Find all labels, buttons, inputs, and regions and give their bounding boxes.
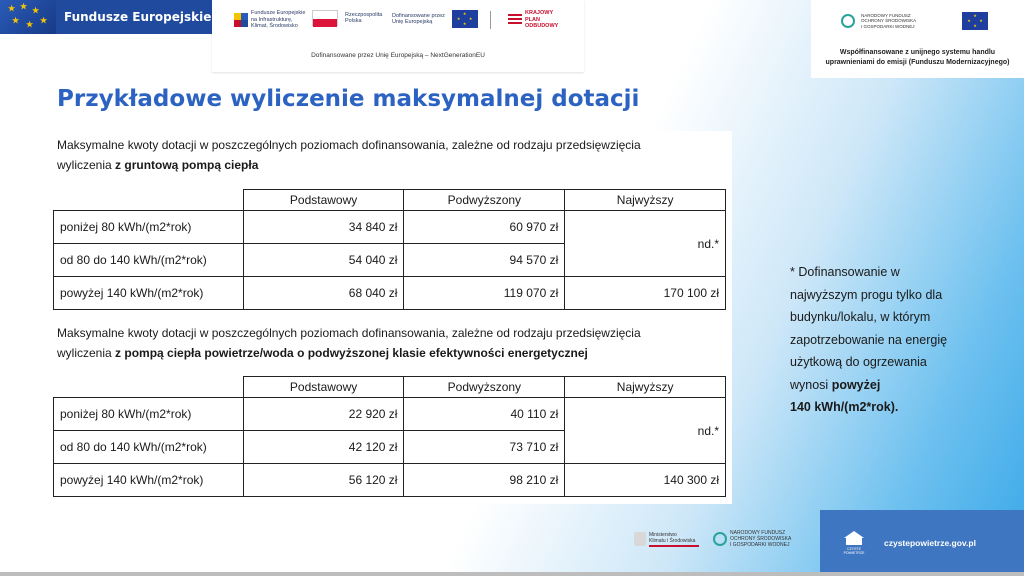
nfosigw-logo-icon <box>713 532 727 546</box>
funding-logo-bar <box>212 0 584 72</box>
value-najwyzszy-nd: nd.* <box>565 398 726 464</box>
czyste-powietrze-logo <box>842 531 866 555</box>
footnote-line <box>790 374 965 397</box>
eu-text-2: Unię Europejską <box>392 19 433 25</box>
value-podstawowy: 56 120 zł <box>243 464 404 497</box>
footnote-line: zapotrzebowanie na energię <box>790 332 948 347</box>
nfosigw-footer-logo <box>713 530 791 548</box>
section1-intro <box>57 135 717 175</box>
nf-footer-text-1: NARODOWY FUNDUSZ <box>730 530 786 536</box>
eu-flag-icon: ★ ★ ★ ★ <box>452 10 478 28</box>
house-icon <box>842 531 866 547</box>
footnote-line: * Dofinansowanie w <box>790 265 900 279</box>
table-header-row <box>54 190 726 211</box>
fe-infra-text-1: Fundusze Europejskie <box>251 10 306 16</box>
header-najwyzszy: Najwyższy <box>565 190 726 211</box>
ministry-text-2: Klimatu i Środowiska <box>649 537 696 544</box>
value-podstawowy: 68 040 zł <box>243 277 404 310</box>
nf-text-2: OCHRONY ŚRODOWISKA <box>861 18 917 24</box>
footnote <box>790 261 965 419</box>
kpo-text-2: PLAN <box>525 16 540 23</box>
rp-text-2: Polska <box>345 18 362 24</box>
section1-intro-prefix: wyliczenia <box>57 158 116 172</box>
value-podstawowy: 22 920 zł <box>243 398 404 431</box>
table-row <box>54 211 726 244</box>
ministry-text-1: Ministerstwo <box>649 531 677 538</box>
nf-caption-line-2: uprawnieniami do emisji (Funduszu Modernizacyjnego) <box>825 59 1010 66</box>
row-label: od 80 do 140 kWh/(m2*rok) <box>54 244 244 277</box>
section1-intro-bold: z gruntową pompą ciepła <box>115 158 259 172</box>
header-podstawowy: Podstawowy <box>243 377 404 398</box>
ministry-logo <box>634 532 699 547</box>
eagle-icon <box>634 532 646 546</box>
table-row <box>54 398 726 431</box>
nf-footer-text-2: OCHRONY ŚRODOWISKA <box>730 536 792 542</box>
footnote-line-text: wynosi <box>790 377 832 392</box>
row-label: od 80 do 140 kWh/(m2*rok) <box>54 431 244 464</box>
value-podstawowy: 34 840 zł <box>243 211 404 244</box>
poland-flag-icon <box>312 10 338 26</box>
eu-logo <box>392 10 478 28</box>
kpo-text-3: ODBUDOWY <box>525 23 559 29</box>
section1-intro-line-1: Maksymalne kwoty dotacji w poszczególnych poziomach dofinansowania, zależne od rodzaju przedsięwzięcia <box>57 138 641 152</box>
kpo-logo <box>490 10 558 30</box>
value-najwyzszy: 140 300 zł <box>565 464 726 497</box>
cp-logo-text-2: POWIETRZE <box>843 551 865 555</box>
czyste-powietrze-box <box>820 510 1024 576</box>
row-label: poniżej 80 kWh/(m2*rok) <box>54 398 244 431</box>
logo-divider <box>490 11 491 29</box>
header-empty-cell <box>54 190 244 211</box>
czystepowietrze-url[interactable]: czystepowietrze.gov.pl <box>884 538 976 548</box>
modernization-fund-caption <box>817 48 1018 68</box>
nfosigw-box <box>811 0 1024 78</box>
section2-intro <box>57 323 717 363</box>
row-label: powyżej 140 kWh/(m2*rok) <box>54 464 244 497</box>
table-header-row <box>54 377 726 398</box>
fe-infra-text-3: Klimat, Środowisko <box>251 23 298 29</box>
section2-intro-prefix: wyliczenia <box>57 346 116 360</box>
footnote-bold: powyżej <box>831 377 881 392</box>
row-label: poniżej 80 kWh/(m2*rok) <box>54 211 244 244</box>
footer-logos <box>634 530 791 548</box>
rp-logo <box>312 10 382 26</box>
nfosigw-logo <box>841 12 988 30</box>
ministry-red-bar <box>649 545 699 547</box>
footnote-line: użytkową do ogrzewania <box>790 355 927 369</box>
fundusze-europejskie-label: Fundusze Europejskie <box>64 10 212 24</box>
fundusze-europejskie-strip <box>0 0 212 34</box>
section2-intro-bold: z pompą ciepła powietrze/woda o podwyższonej klasie efektywności energetycznej <box>115 346 588 360</box>
eu-flag-icon: ★ ★ ★ ★ <box>962 12 988 30</box>
footnote-line: najwyższym progu tylko dla <box>790 287 943 302</box>
cp-logo-text-1: CZYSTE <box>847 547 861 551</box>
table-row <box>54 277 726 310</box>
eu-text-1: Dofinansowane przez <box>392 12 445 19</box>
kpo-logo-icon <box>508 13 522 27</box>
fe-logo-icon <box>234 13 248 27</box>
section1-table <box>53 189 726 310</box>
header-podstawowy: Podstawowy <box>243 190 404 211</box>
value-podwyzszony: 40 110 zł <box>404 398 565 431</box>
header-najwyzszy: Najwyższy <box>565 377 726 398</box>
header-empty-cell <box>54 377 244 398</box>
header-podwyzszony: Podwyższony <box>404 190 565 211</box>
section2-intro-line-1: Maksymalne kwoty dotacji w poszczególnych poziomach dofinansowania, zależne od rodzaju przedsięwzięcia <box>57 326 641 340</box>
nf-caption-line-1: Współfinansowane z unijnego systemu handlu <box>839 49 996 56</box>
rp-text-1: Rzeczpospolita <box>345 11 383 18</box>
nf-footer-text-3: I GOSPODARKI WODNEJ <box>730 542 790 548</box>
header-podwyzszony: Podwyższony <box>404 377 565 398</box>
value-podstawowy: 54 040 zł <box>243 244 404 277</box>
kpo-text-1: KRAJOWY <box>525 10 554 16</box>
nextgeneration-caption: Dofinansowane przez Unię Europejską – NextGenerationEU <box>311 52 485 59</box>
table-row <box>54 464 726 497</box>
eu-stars-icon: ★ ★ ★ ★ ★ ★ <box>0 0 56 34</box>
footnote-bold: 140 kWh/(m2*rok). <box>790 400 899 414</box>
value-podwyzszony: 119 070 zł <box>404 277 565 310</box>
nf-text-1: NARODOWY FUNDUSZ <box>861 12 911 18</box>
nfosigw-logo-icon <box>841 14 855 28</box>
value-podwyzszony: 94 570 zł <box>404 244 565 277</box>
footnote-line: budynku/lokalu, w którym <box>790 310 931 324</box>
value-podwyzszony: 60 970 zł <box>404 211 565 244</box>
section1-intro-line-2 <box>57 155 717 175</box>
fe-infra-text-2: na Infrastrukturę, <box>251 16 293 23</box>
value-najwyzszy-nd: nd.* <box>565 211 726 277</box>
value-podwyzszony: 73 710 zł <box>404 431 565 464</box>
nf-text-3: I GOSPODARKI WODNEJ <box>861 23 915 29</box>
footnote-line <box>790 396 965 419</box>
row-label: powyżej 140 kWh/(m2*rok) <box>54 277 244 310</box>
section2-table <box>53 376 726 497</box>
fe-infrastruktura-logo <box>234 10 305 30</box>
value-najwyzszy: 170 100 zł <box>565 277 726 310</box>
section2-intro-line-2 <box>57 343 717 363</box>
value-podstawowy: 42 120 zł <box>243 431 404 464</box>
bottom-border <box>0 572 1024 576</box>
page-title: Przykładowe wyliczenie maksymalnej dotacji <box>57 86 640 112</box>
value-podwyzszony: 98 210 zł <box>404 464 565 497</box>
